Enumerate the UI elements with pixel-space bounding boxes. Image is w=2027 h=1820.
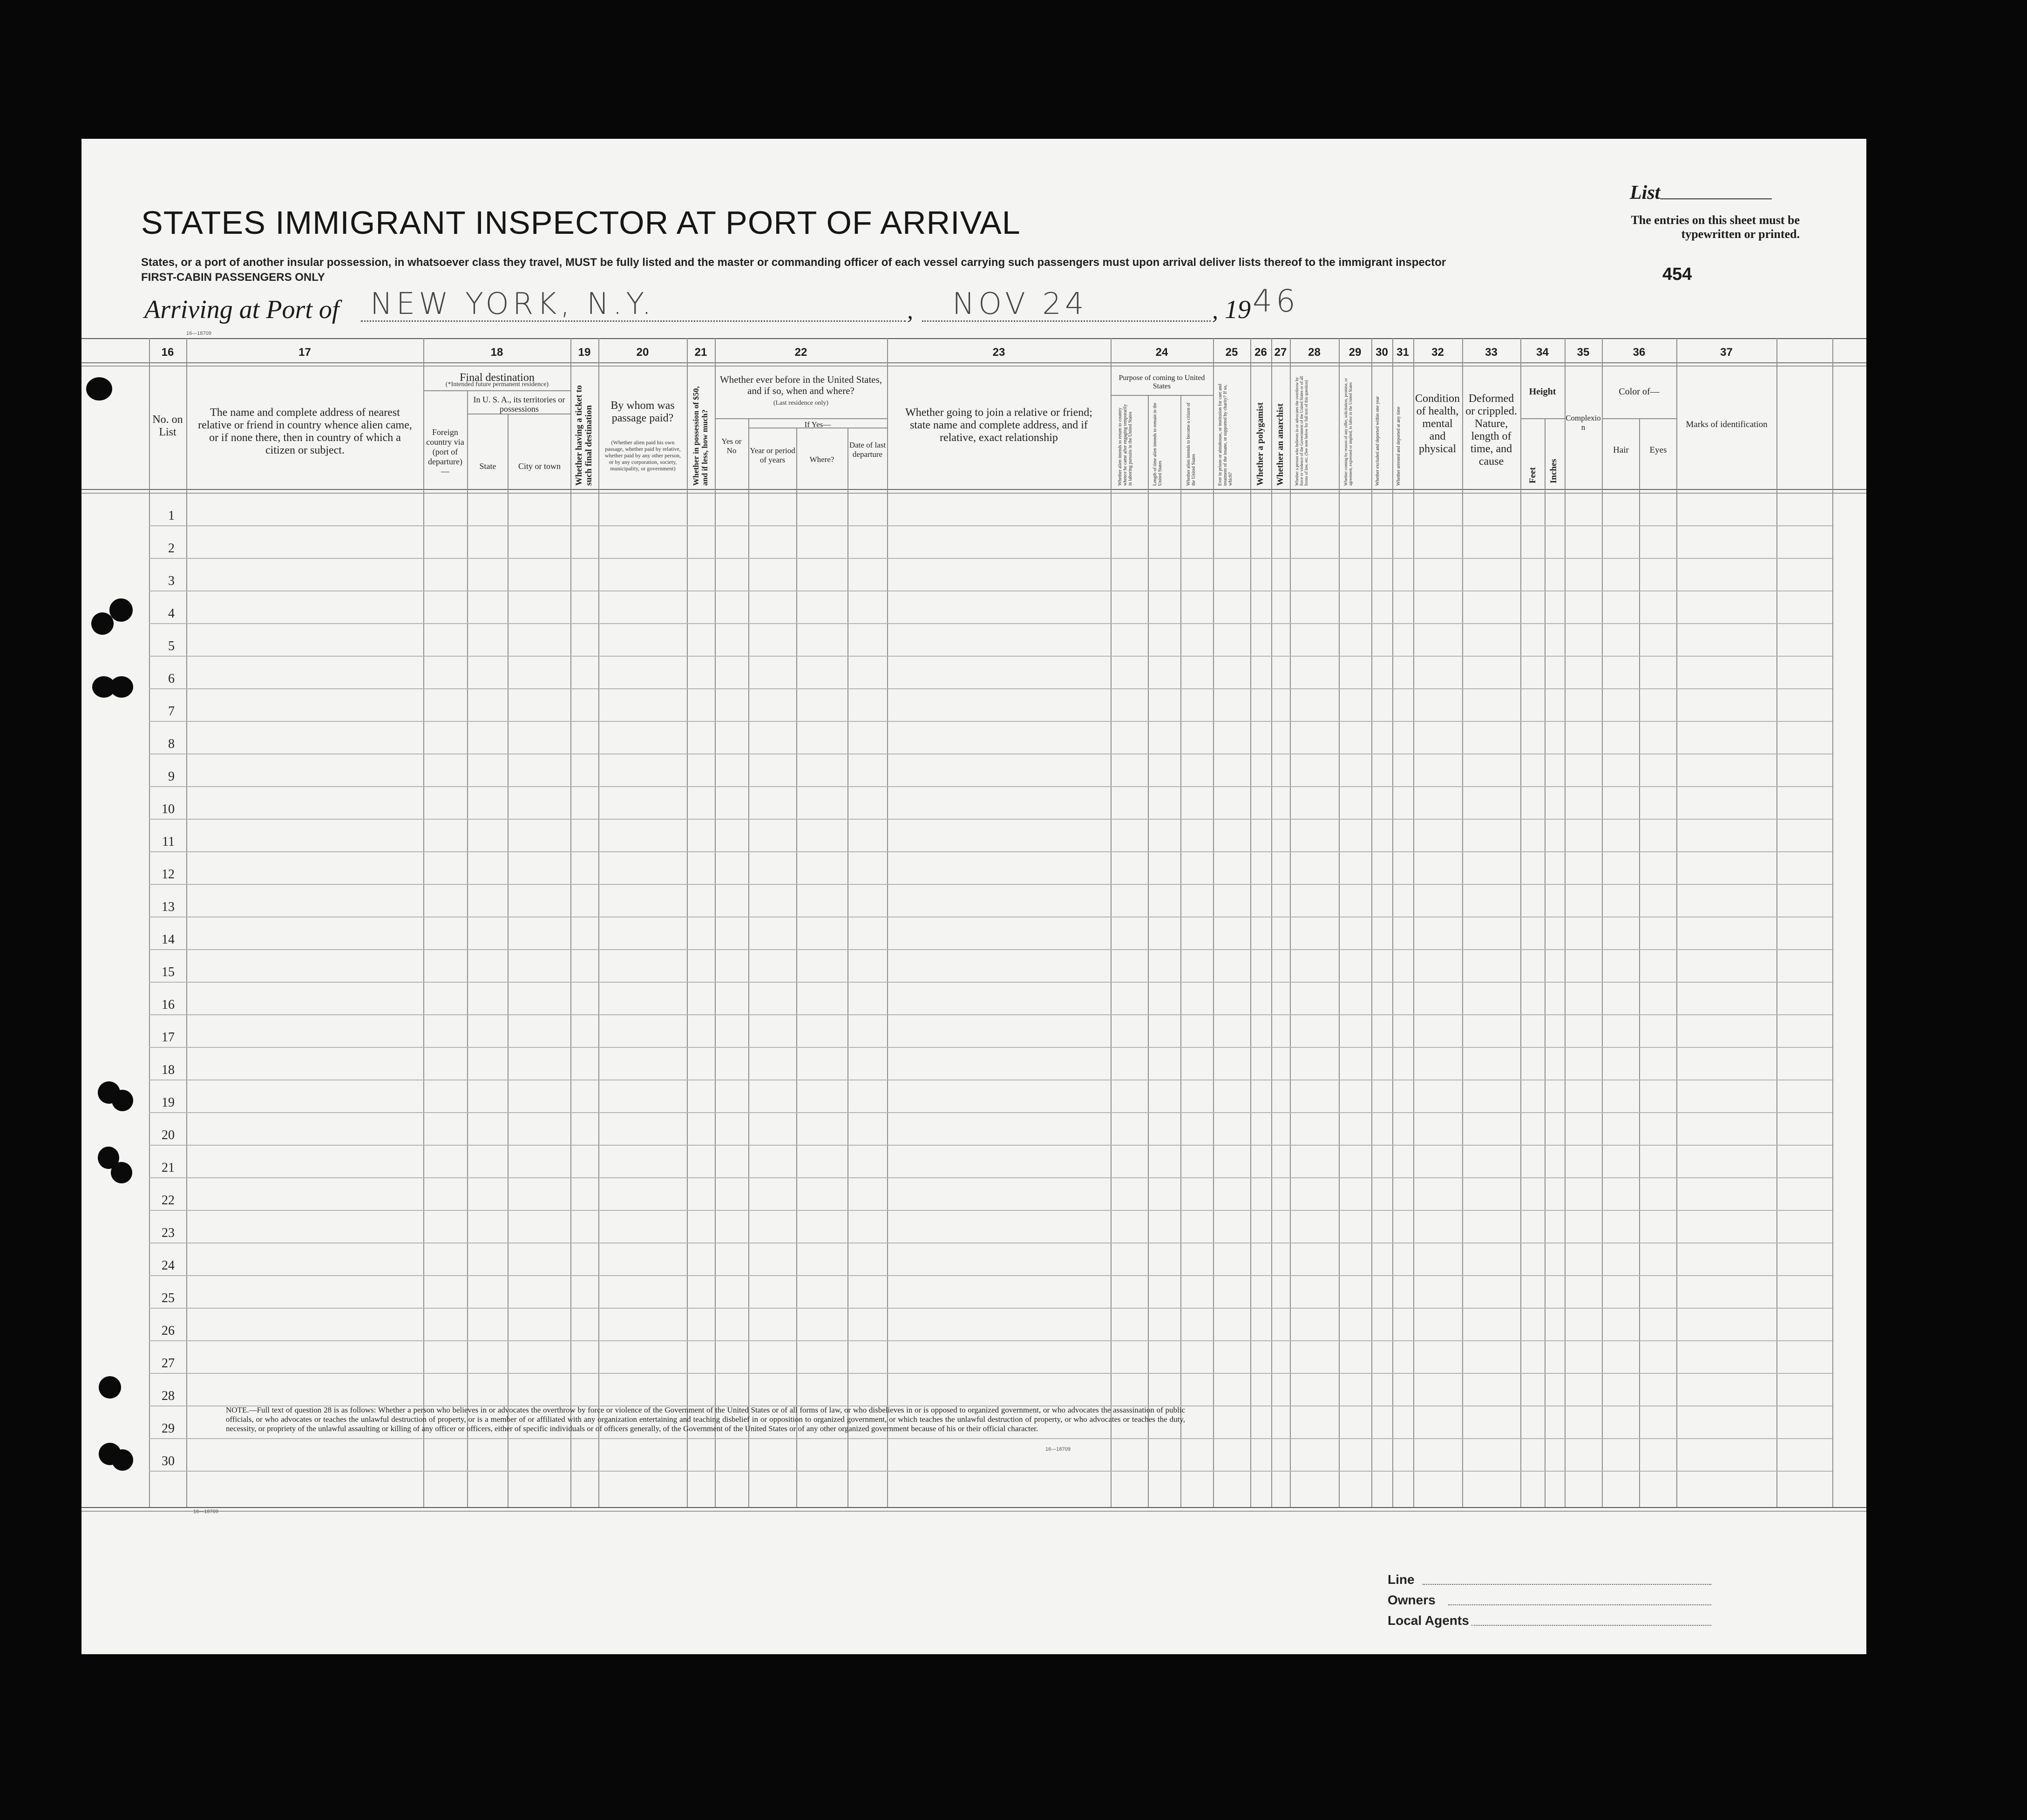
col-rule [1545,418,1546,1507]
col36-eyes: Eyes [1649,445,1667,455]
row-rule [149,949,1832,950]
col16-header: No. on List [152,414,183,438]
row-rule [149,623,1832,624]
line-field [1423,1584,1711,1585]
col23-header: Whether going to join a relative or friend; state name and complete address, and if relative, exact relationship [905,407,1092,444]
row-rule [149,525,1832,526]
col-rule [1520,338,1521,1507]
col-rule [796,428,797,1507]
col22-year: Year or period of years [750,446,795,464]
col-rule [1213,338,1214,1507]
col-num-31: 31 [1397,346,1409,359]
punch-hole [91,612,114,635]
owners-label: Owners [1388,1593,1436,1607]
col-rule [1250,338,1251,1507]
col-rule [1371,338,1372,1507]
col20-title: By whom was passage paid? [610,400,675,424]
col-rule [1832,338,1833,1507]
row-number: 25 [162,1291,175,1305]
row-rule [149,1145,1832,1146]
row-rule [149,1308,1832,1309]
row-rule [149,1340,1832,1341]
col-rule [423,338,424,1507]
year-handwritten: 46 [1253,283,1299,319]
manifest-sheet [81,139,1866,1654]
col37-header: Marks of identification [1686,420,1768,429]
passenger-class: FIRST-CABIN PASSENGERS ONLY [141,271,325,284]
col-num-18: 18 [490,346,503,359]
entries-note: The entries on this sheet must be typewritten or printed. [1631,213,1800,241]
col19-header: Whether having a ticket to such final destination [574,385,594,486]
row-rule [149,1275,1832,1276]
col-num-36: 36 [1633,346,1646,359]
col34-title: Height [1529,387,1556,397]
row-rule [149,558,1832,559]
row-number: 26 [162,1324,175,1338]
col31-header: Whether arrested and deported at any time [1396,407,1401,486]
col-rule [1565,338,1566,1507]
col22-ifyes: If Yes— [804,420,831,429]
row-number: 28 [162,1389,175,1403]
sub-rule [423,390,570,391]
row-rule [149,688,1832,689]
year-printed: 19 [1225,295,1251,324]
row-rule [149,1438,1832,1439]
col-rule [715,338,716,1507]
form-code: 16—18709 [186,331,211,336]
row-rule [149,851,1832,852]
col-rule [149,338,150,1507]
col-num-25: 25 [1225,346,1238,359]
col-num-19: 19 [578,346,591,359]
line-label: Line [1388,1572,1415,1587]
col30-header: Whether excluded and deported within one year [1375,396,1380,486]
col35-header: Complexion [1566,414,1601,432]
col-num-23: 23 [992,346,1005,359]
punch-hole [110,676,133,698]
table-bottom-border-2 [81,1511,1866,1512]
col-num-29: 29 [1349,346,1362,359]
row-number: 24 [162,1258,175,1273]
row-number: 19 [162,1095,175,1110]
local-agents-label: Local Agents [1388,1613,1469,1628]
col-rule [1111,338,1112,1507]
col24-c: Whether alien intends to become a citizen of the United States [1186,402,1196,486]
col18-city: City or town [518,462,561,471]
owners-field [1448,1604,1711,1605]
col24-b: Length of time alien intends to remain in the United States [1152,402,1163,486]
col21-header: Whether in possession of $50, and if less, how much? [691,386,709,486]
col32-header: Condition of health, mental and physical [1415,393,1460,455]
col34-inches: Inches [1549,459,1559,483]
row-number: 13 [162,900,175,914]
col18-state: State [479,462,496,471]
col26-header: Whether a polygamist [1255,402,1265,486]
row-number: 11 [162,835,175,849]
header-bottom-border [81,489,1866,490]
col33-header: Deformed or crippled. Nature, length of time, and cause [1465,393,1517,468]
note-form-code: 16—18709 [1045,1446,1071,1452]
date-handwritten: NOV 24 [952,287,1088,321]
comma-separator: , [907,298,913,324]
col18-title: Final destination [460,372,535,384]
col18-usa: In U. S. A., its territories or possessions [473,395,565,414]
col-rule [1413,338,1414,1507]
row-rule [149,1047,1832,1048]
row-rule [149,1373,1832,1374]
page-title: STATES IMMIGRANT INSPECTOR AT PORT OF ARRIVAL [141,204,1021,241]
row-number: 20 [162,1128,175,1142]
row-number: 30 [162,1454,175,1468]
sub-rule [1111,395,1213,396]
col-num-17: 17 [298,346,311,359]
col28-header: Whether a person who believes in or advocates the overthrow by force or violence of the Government of the United States or of all forms of law, etc. (See note below for full text of this question) [1295,376,1308,486]
col22-date: Date of last departure [849,441,886,459]
port-handwritten: NEW YORK, N.Y. [370,287,655,321]
col-rule [1602,338,1603,1507]
col-num-22: 22 [794,346,807,359]
col-num-30: 30 [1376,346,1388,359]
punch-hole [112,1090,133,1111]
col-rule [1676,338,1677,1507]
col-num-24: 24 [1155,346,1168,359]
col-rule [1271,338,1272,1507]
col-num-33: 33 [1485,346,1498,359]
col-rule [1290,338,1291,1507]
col22-title: Whether ever before in the United States, and if so, when and where? [719,374,882,396]
comma-separator-2: , [1212,298,1218,324]
col22-yesno: Yes or No [721,437,742,455]
header-bottom-border-2 [81,493,1866,494]
row-number: 17 [162,1030,175,1045]
col36-title: Color of— [1619,387,1660,397]
punch-hole [111,1162,132,1183]
sub-rule [1520,418,1565,419]
instructions-text: States, or a port of another insular possession, in whatsoever class they travel, MUST be fully listed and the master or commanding officer of each vessel carrying such passengers must upon arrival deliver lists thereof to the immigrant inspector [141,256,1446,269]
punch-hole [86,377,112,401]
col17-header: The name and complete address of nearest relative or friend in country whence alien came, or if none there, then in country of which a citizen or subject. [198,407,412,456]
col-rule [748,418,749,1507]
list-number-line [1660,198,1772,199]
page-number: 454 [1662,265,1692,284]
row-number: 22 [162,1193,175,1208]
row-number: 29 [162,1421,175,1436]
col-num-16: 16 [161,346,174,359]
row-number: 14 [162,932,175,947]
col-num-27: 27 [1274,346,1287,359]
col22-note: (Last residence only) [773,400,829,407]
question-28-note: NOTE.—Full text of question 28 is as follows: Whether a person who believes in or advocates the overthrow by force or violence of the Government of the United States or of all forms of law, or who disbelieves in or is opposed to organized government, or who advocates the assassination of public officials, or who advocates or teaches the unlawful destruction of property, or is a member of or affiliated with any organization entertaining and teaching disbelief in or opposition to organized government, or which teaches the unlawful destruction of property, or who advocates or teaches the duty, necessity, or propriety of the unlawful assaulting or killing of any officer or officers, either of specific individuals or of officers generally, of the Government of the United States or of any other organized government because of his or their official character. [226,1406,1185,1433]
local-agents-field [1471,1625,1711,1626]
table-top-border [81,338,1866,339]
col-num-34: 34 [1536,346,1549,359]
row-number: 8 [168,737,175,751]
row-rule [149,786,1832,787]
col-num-26: 26 [1254,346,1267,359]
row-rule [149,1112,1832,1113]
col-num-28: 28 [1308,346,1321,359]
col18-note: (*Intended future permanent residence) [445,381,549,388]
col-num-21: 21 [694,346,707,359]
row-rule [149,982,1832,983]
row-number: 9 [168,769,175,784]
col-rule [1639,418,1640,1507]
col18-foreign: Foreign country via (port of departure)— [426,428,464,476]
bottom-form-code: 16—18709 [193,1509,218,1514]
col-rule [1392,338,1393,1507]
row-number: 2 [168,541,175,556]
col-rule [186,338,187,1507]
col24-title: Purpose of coming to United States [1119,374,1205,390]
col-rule [887,338,888,1507]
col34-feet: Feet [1528,467,1538,483]
row-rule [149,1471,1832,1472]
row-number: 4 [168,606,175,621]
row-rule [149,884,1832,885]
col-rule [1339,338,1340,1507]
col36-hair: Hair [1613,445,1629,455]
col29-header: Whether coming by reason of any offer, solicitation, promise, or agreement, expressed or implied, to labor in the United States [1343,378,1353,486]
col-num-32: 32 [1431,346,1444,359]
column-number-border-2 [81,366,1866,367]
col20-note: (Whether alien paid his own passage, whether paid by relative, whether paid by any other person, or by any corporation, society, municipality, or government) [604,439,681,472]
punch-hole [99,1376,121,1399]
row-rule [149,1014,1832,1015]
row-number: 6 [168,672,175,686]
row-number: 27 [162,1356,175,1371]
row-number: 18 [162,1063,175,1077]
arriving-label: Arriving at Port of [144,295,339,324]
row-rule [149,1177,1832,1178]
punch-hole [109,598,133,622]
row-number: 16 [162,998,175,1012]
row-rule [149,656,1832,657]
row-number: 21 [162,1161,175,1175]
col-rule [847,428,848,1507]
row-number: 10 [162,802,175,816]
col-num-37: 37 [1720,346,1733,359]
col-rule [598,338,599,1507]
col-num-20: 20 [636,346,649,359]
col-rule [687,338,688,1507]
col24-a: Whether alien intends to return to country whence he came after engaging temporarily in laboring pursuits in the United States [1118,404,1133,486]
table-bottom-border [81,1507,1866,1508]
col22-where: Where? [809,455,834,464]
col-rule [1776,338,1777,1507]
row-rule [149,1210,1832,1211]
sub-rule [1602,418,1676,419]
row-number: 12 [162,867,175,882]
punch-hole [112,1449,133,1471]
col-num-35: 35 [1577,346,1590,359]
list-label: List [1630,182,1661,204]
col-rule [1462,338,1463,1507]
row-rule [149,819,1832,820]
column-number-border [81,362,1866,363]
col27-header: Whether an anarchist [1275,403,1285,486]
row-number: 5 [168,639,175,653]
col-rule [570,338,571,1507]
col25-header: Ever in prison or almshouse, or institution for care and treatment of the insane, or supported by charity? If so, which? [1218,384,1233,486]
row-number: 23 [162,1226,175,1240]
row-number: 7 [168,704,175,719]
row-number: 1 [168,509,175,523]
row-rule [149,721,1832,722]
row-number: 15 [162,965,175,979]
row-number: 3 [168,574,175,588]
